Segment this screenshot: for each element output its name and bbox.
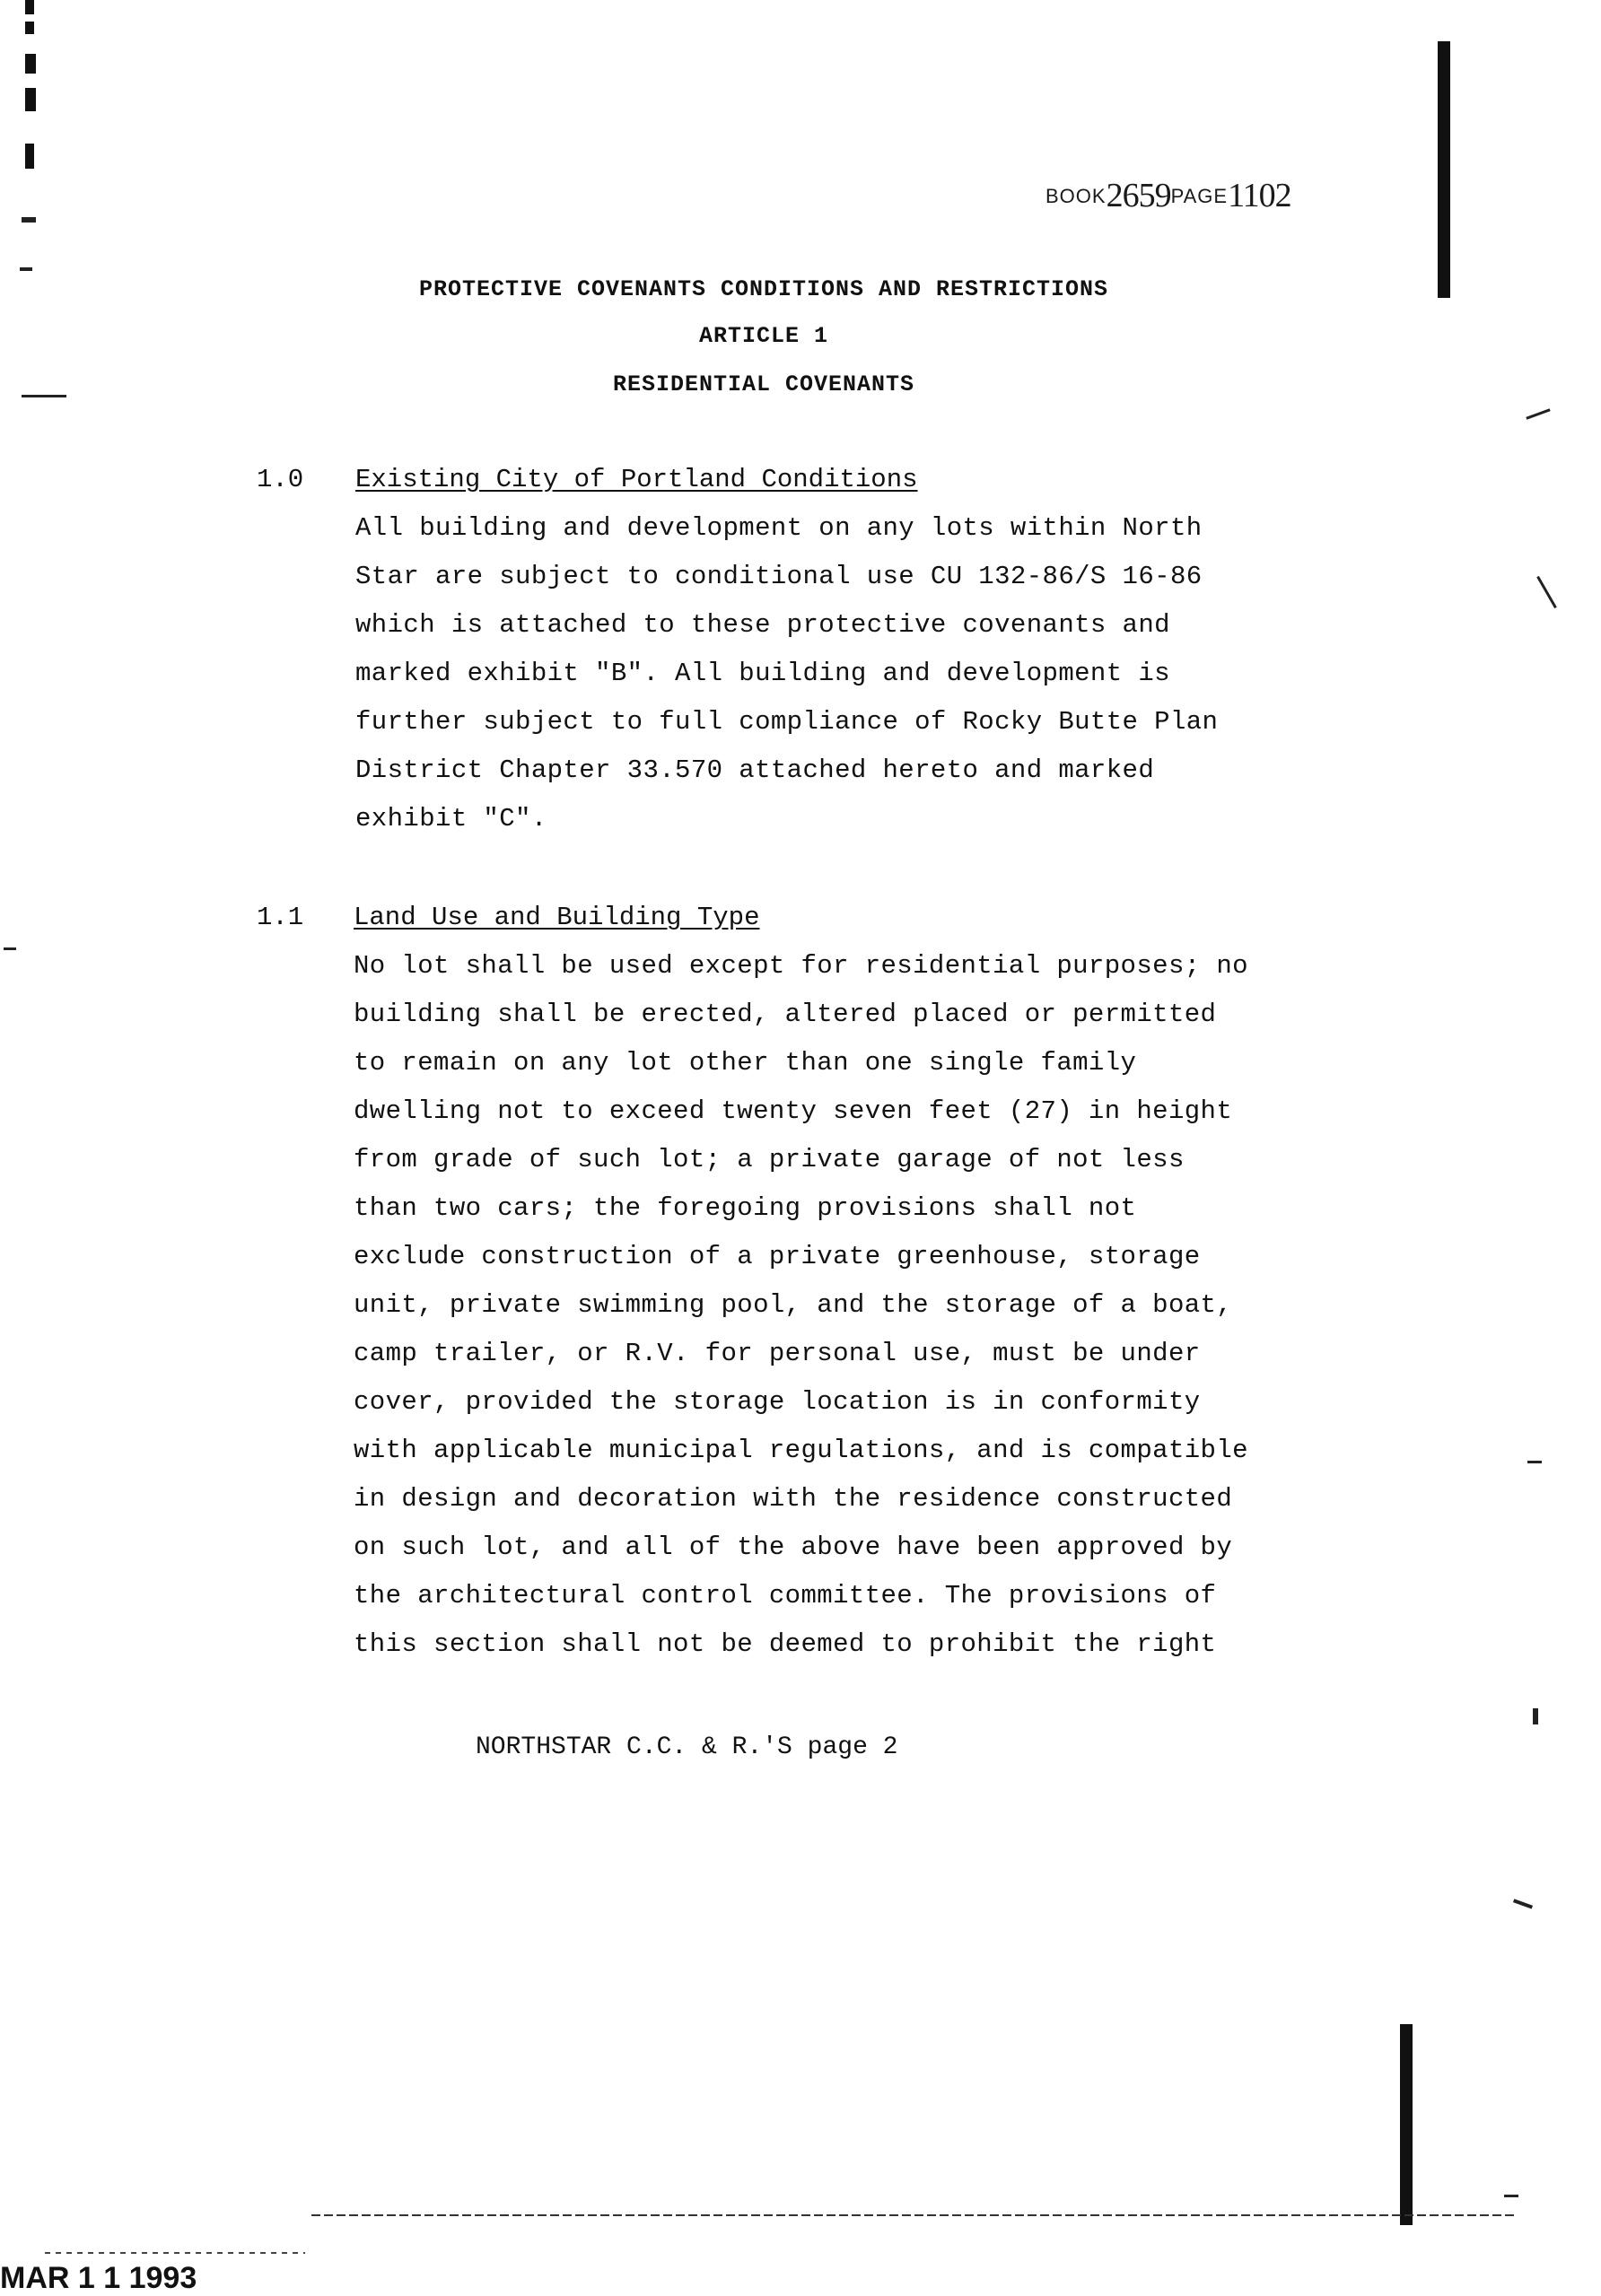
scan-mark-left-3 — [25, 54, 36, 74]
section-1-0-line: District Chapter 33.570 attached hereto and marked — [355, 755, 1155, 785]
scan-bar-right-top — [1438, 41, 1450, 298]
article-heading: ARTICLE 1 — [698, 323, 829, 349]
section-1-1-line: this section shall not be deemed to prohibit the right — [354, 1629, 1217, 1659]
scan-mark-left-1 — [25, 0, 34, 14]
book-label: BOOK — [1045, 185, 1107, 207]
received-date-stamp: MAR 1 1 1993 — [0, 2261, 197, 2295]
section-1-1-line: cover, provided the storage location is in conformity — [354, 1387, 1201, 1417]
section-1-1-line: No lot shall be used except for residential purposes; no — [354, 951, 1248, 981]
section-1-0-line: All building and development on any lots within North — [355, 513, 1203, 543]
scan-mark-left-2 — [25, 22, 34, 34]
scan-mark-left-7 — [20, 267, 32, 271]
section-1-1-line: building shall be erected, altered placed or permitted — [354, 1000, 1217, 1029]
section-1-0-line: marked exhibit "B". All building and development is — [355, 659, 1170, 688]
section-1-1-line: camp trailer, or R.V. for personal use, must be under — [354, 1339, 1201, 1368]
scan-mark-right-6 — [1504, 2195, 1518, 2197]
page-footer: NORTHSTAR C.C. & R.'S page 2 — [476, 1733, 898, 1761]
scan-mark-right-2 — [1536, 576, 1557, 608]
section-number-1-1: 1.1 — [257, 903, 304, 932]
section-1-1-line: unit, private swimming pool, and the storage of a boat, — [354, 1290, 1233, 1320]
document-title: PROTECTIVE COVENANTS CONDITIONS AND RESTRICTIONS — [418, 276, 1109, 302]
scan-mark-left-8 — [22, 395, 66, 397]
section-1-0-line: further subject to full compliance of Rocky Butte Plan — [355, 707, 1219, 737]
book-number: 2659 — [1106, 177, 1171, 214]
residential-covenants-heading: RESIDENTIAL COVENANTS — [612, 371, 915, 397]
section-1-1-line: dwelling not to exceed twenty seven feet (27) in height — [354, 1096, 1233, 1126]
scan-mark-right-1 — [1526, 408, 1550, 419]
section-1-1-line: from grade of such lot; a private garage of not less — [354, 1145, 1185, 1174]
book-page-stamp — [1045, 176, 1291, 215]
scan-mark-right-4 — [1533, 1708, 1538, 1724]
scan-mark-left-9 — [4, 947, 16, 950]
section-title-1-0: Existing City of Portland Conditions — [355, 465, 918, 494]
scan-mark-left-6 — [22, 217, 36, 223]
page-number: 1102 — [1228, 177, 1291, 214]
section-1-1-line: the architectural control committee. The provisions of — [354, 1581, 1217, 1611]
scan-mark-right-3 — [1527, 1461, 1542, 1463]
section-1-0-line: which is attached to these protective covenants and — [355, 610, 1170, 640]
scan-bar-right-bottom — [1400, 2024, 1413, 2225]
section-1-1-line: to remain on any lot other than one single family — [354, 1048, 1137, 1078]
section-1-1-line: with applicable municipal regulations, and is compatible — [354, 1436, 1248, 1465]
section-1-1-line: on such lot, and all of the above have been approved by — [354, 1532, 1233, 1562]
bottom-rule — [311, 2214, 1514, 2216]
scan-mark-left-4 — [25, 88, 36, 111]
scan-mark-right-5 — [1513, 1899, 1533, 1908]
bottom-rule-left — [45, 2252, 305, 2254]
page-label: PAGE — [1170, 185, 1229, 207]
section-1-0-line: exhibit "C". — [355, 804, 547, 834]
section-1-1-line: exclude construction of a private greenhouse, storage — [354, 1242, 1201, 1271]
section-1-0-line: Star are subject to conditional use CU 132-86/S 16-86 — [355, 562, 1203, 591]
scan-mark-left-5 — [25, 144, 34, 169]
section-number-1-0: 1.0 — [257, 465, 304, 494]
section-1-1-line: in design and decoration with the residence constructed — [354, 1484, 1233, 1514]
section-title-1-1: Land Use and Building Type — [354, 903, 760, 932]
section-1-1-line: than two cars; the foregoing provisions shall not — [354, 1193, 1137, 1223]
